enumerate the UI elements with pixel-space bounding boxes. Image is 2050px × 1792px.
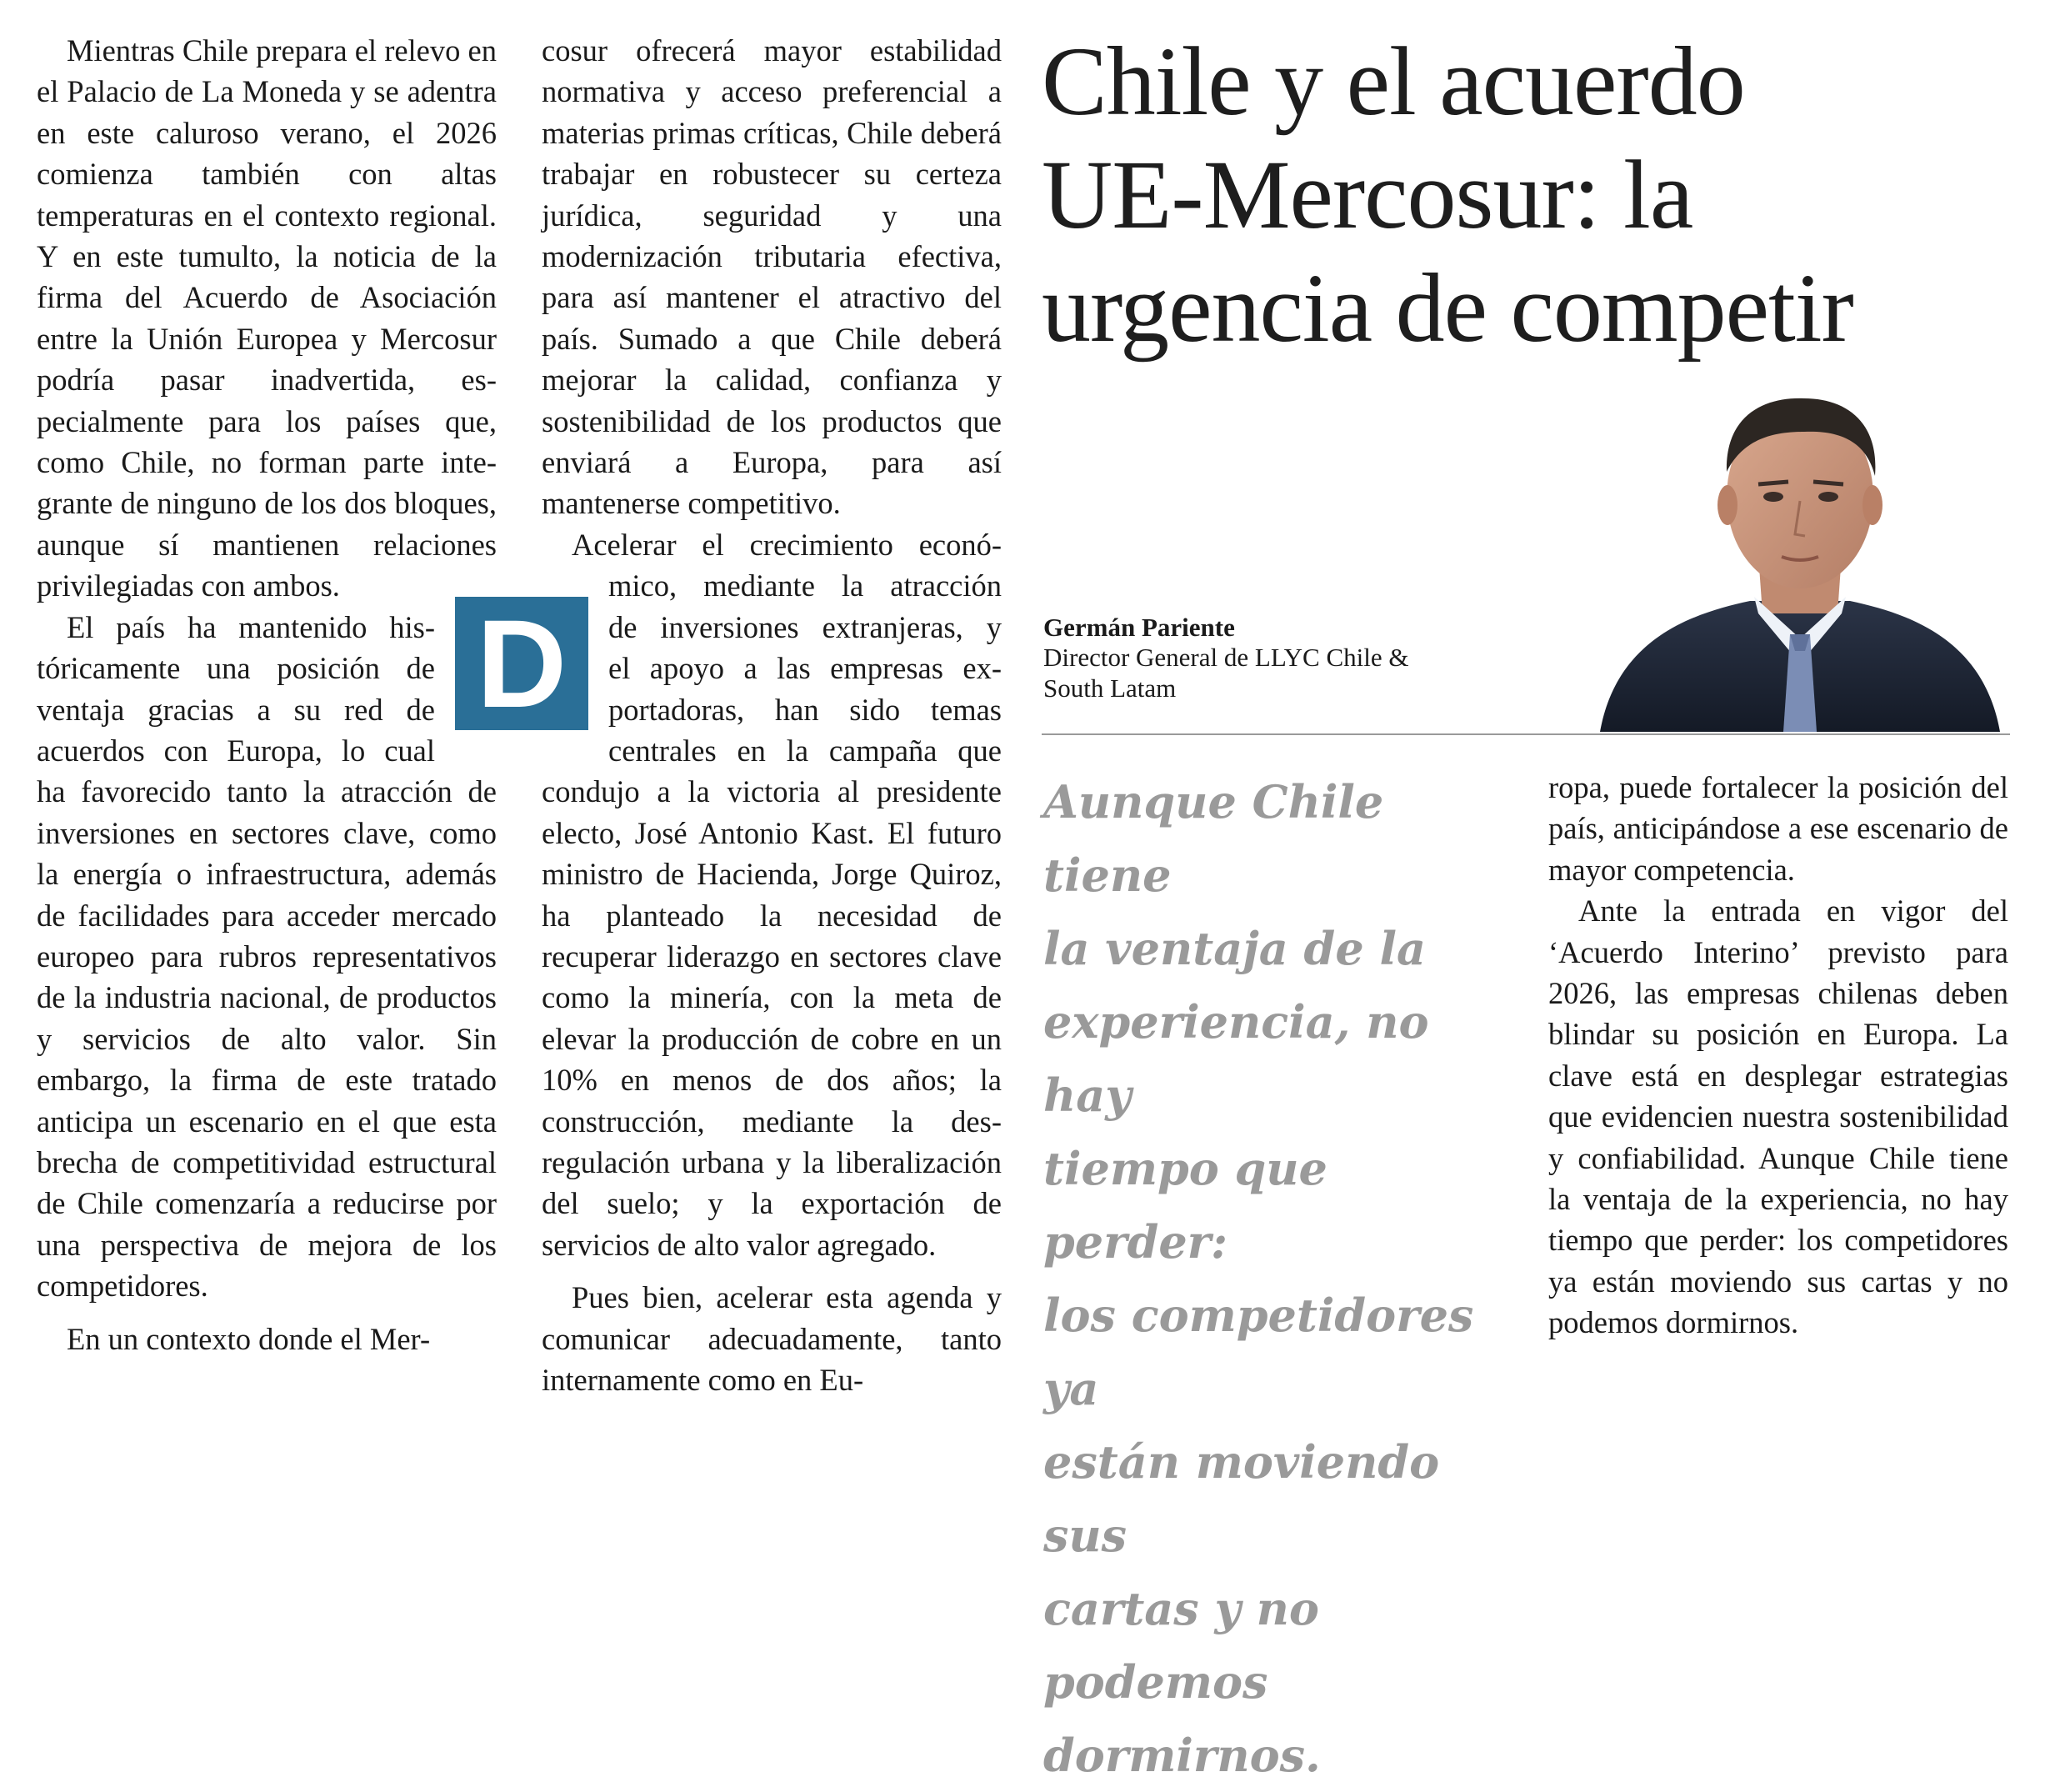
column-4 bbox=[1548, 767, 2008, 1344]
pull-quote-line: cartas y no podemos bbox=[1043, 1582, 1319, 1709]
pull-quote-line: Aunque Chile tiene bbox=[1043, 775, 1384, 902]
col2-paragraph-2-cont: condujo a la victoria al presidente electo, José Antonio Kast. El futuro ministro de Hacienda, Jorge Quiroz, ha planteado la necesidad de recuperar liderazgo en sectores clave como la minería, con la meta de elevar la producción de cobre en un 10% en menos de dos años; la construcción, mediante la desregulación urbana y la liberalización del suelo; y la exportación de servicios de alto valor agregado. bbox=[542, 774, 1002, 1262]
headline-line: UE-Mercosur: la bbox=[1042, 140, 1693, 249]
col1-paragraph-2-line: acuerdos con Europa, lo cual bbox=[37, 733, 435, 768]
headline-line: Chile y el acuerdo bbox=[1042, 27, 1745, 136]
col4-paragraph-1: ropa, puede fortalecer la posición del país, anticipándose a ese escenario de mayor competencia. bbox=[1548, 770, 2008, 887]
col1-paragraph-2-wrap bbox=[37, 607, 435, 772]
pull-quote-line: experiencia, no hay bbox=[1043, 995, 1429, 1122]
col2-paragraph-2-indented bbox=[608, 565, 1002, 771]
col4-paragraph-2: Ante la entrada en vigor del ‘Acuerdo Interino’ previsto para 2026, las empresas chilenas deben blindar su posición en Europa. La clave está en desplegar estrategias que evidencien nuestra sostenibilidad y confiabilidad. Aunque Chile tiene la ventaja de la experiencia, no hay tiempo que perder: los competidores ya están moviendo sus cartas y no podemos dormirnos. bbox=[1548, 893, 2008, 1340]
col2-line: portadoras, han sido temas bbox=[608, 692, 1002, 727]
headline bbox=[1042, 25, 2025, 365]
col2-paragraph-2-first: Acelerar el crecimiento econó- bbox=[572, 527, 1002, 562]
pull-quote-line: la ventaja de la bbox=[1043, 922, 1426, 975]
pull-quote-line: dormirnos. bbox=[1043, 1729, 1321, 1782]
pull-quote-line: están moviendo sus bbox=[1043, 1435, 1440, 1562]
col1-paragraph-2-line: ventaja gracias a su red de bbox=[37, 692, 435, 727]
author-role-line: Director General de LLYC Chile & bbox=[1043, 643, 1409, 672]
col1-paragraph-3: En un contexto donde el Mer- bbox=[67, 1321, 431, 1356]
divider-rule bbox=[1042, 733, 2010, 735]
column-1 bbox=[37, 30, 497, 1359]
author-portrait bbox=[1592, 363, 2007, 732]
col2-line: centrales en la campaña que bbox=[608, 733, 1002, 768]
column-2 bbox=[542, 30, 1002, 1400]
author-role bbox=[1043, 642, 1477, 703]
drop-cap: D bbox=[455, 597, 588, 730]
col1-paragraph-2-cont: ha favorecido tanto la atracción de inversiones en sectores clave, como la energía o infraestructura, además de facilidades para acceder mercado europeo para rubros representativos de la industria nacional, de productos y servicios de alto valor. Sin embargo, la firma de este tratado anticipa un escenario en el que esta brecha de competitividad estructural de Chile comenzaría a reducirse por una perspectiva de mejora de los competidores. bbox=[37, 774, 497, 1304]
author-name: Germán Pariente bbox=[1043, 613, 1235, 642]
col2-paragraph-1: cosur ofrecerá mayor estabilidad normativa y acceso preferencial a materias primas críticas, Chile deberá trabajar en robustecer su certeza jurídica, seguridad y una modernización tributaria efectiva, para así mantener el atractivo del país. Sumado a que Chile deberá mejorar la calidad, confianza y sostenibilidad de los productos que enviará a Europa, para así mantenerse competitivo. bbox=[542, 33, 1002, 521]
col2-line: de inversiones extranjeras, y bbox=[608, 609, 1002, 644]
col1-paragraph-2-line: El país ha mantenido his- bbox=[67, 609, 435, 644]
author-role-line: South Latam bbox=[1043, 673, 1177, 703]
col2-line: el apoyo a las empresas ex- bbox=[608, 651, 1002, 686]
col2-paragraph-3: Pues bien, acelerar esta agenda y comunicar adecuadamente, tanto internamente como en Eu- bbox=[542, 1280, 1002, 1397]
pull-quote-line: los competidores ya bbox=[1043, 1289, 1474, 1415]
pull-quote bbox=[1043, 765, 1510, 1792]
headline-line: urgencia de competir bbox=[1042, 253, 1853, 363]
col1-paragraph-1: Mientras Chile prepara el relevo en el Palacio de La Moneda y se adentra en este caluroso verano, el 2026 comienza también con altas temperaturas en el contexto regional. Y en este tumulto, la noticia de la firma del Acuerdo de Asociación entre la Unión Europea y Mercosur podría pasar inadvertida, especialmente para los países que, como Chile, no forman parte integrante de ninguno de los dos bloques, aunque sí mantienen relaciones privilegiadas con ambos. bbox=[37, 33, 497, 603]
col2-line: mico, mediante la atracción bbox=[608, 568, 1002, 603]
col1-paragraph-2-line: tóricamente una posición de bbox=[37, 651, 435, 686]
pull-quote-line: tiempo que perder: bbox=[1043, 1142, 1328, 1269]
